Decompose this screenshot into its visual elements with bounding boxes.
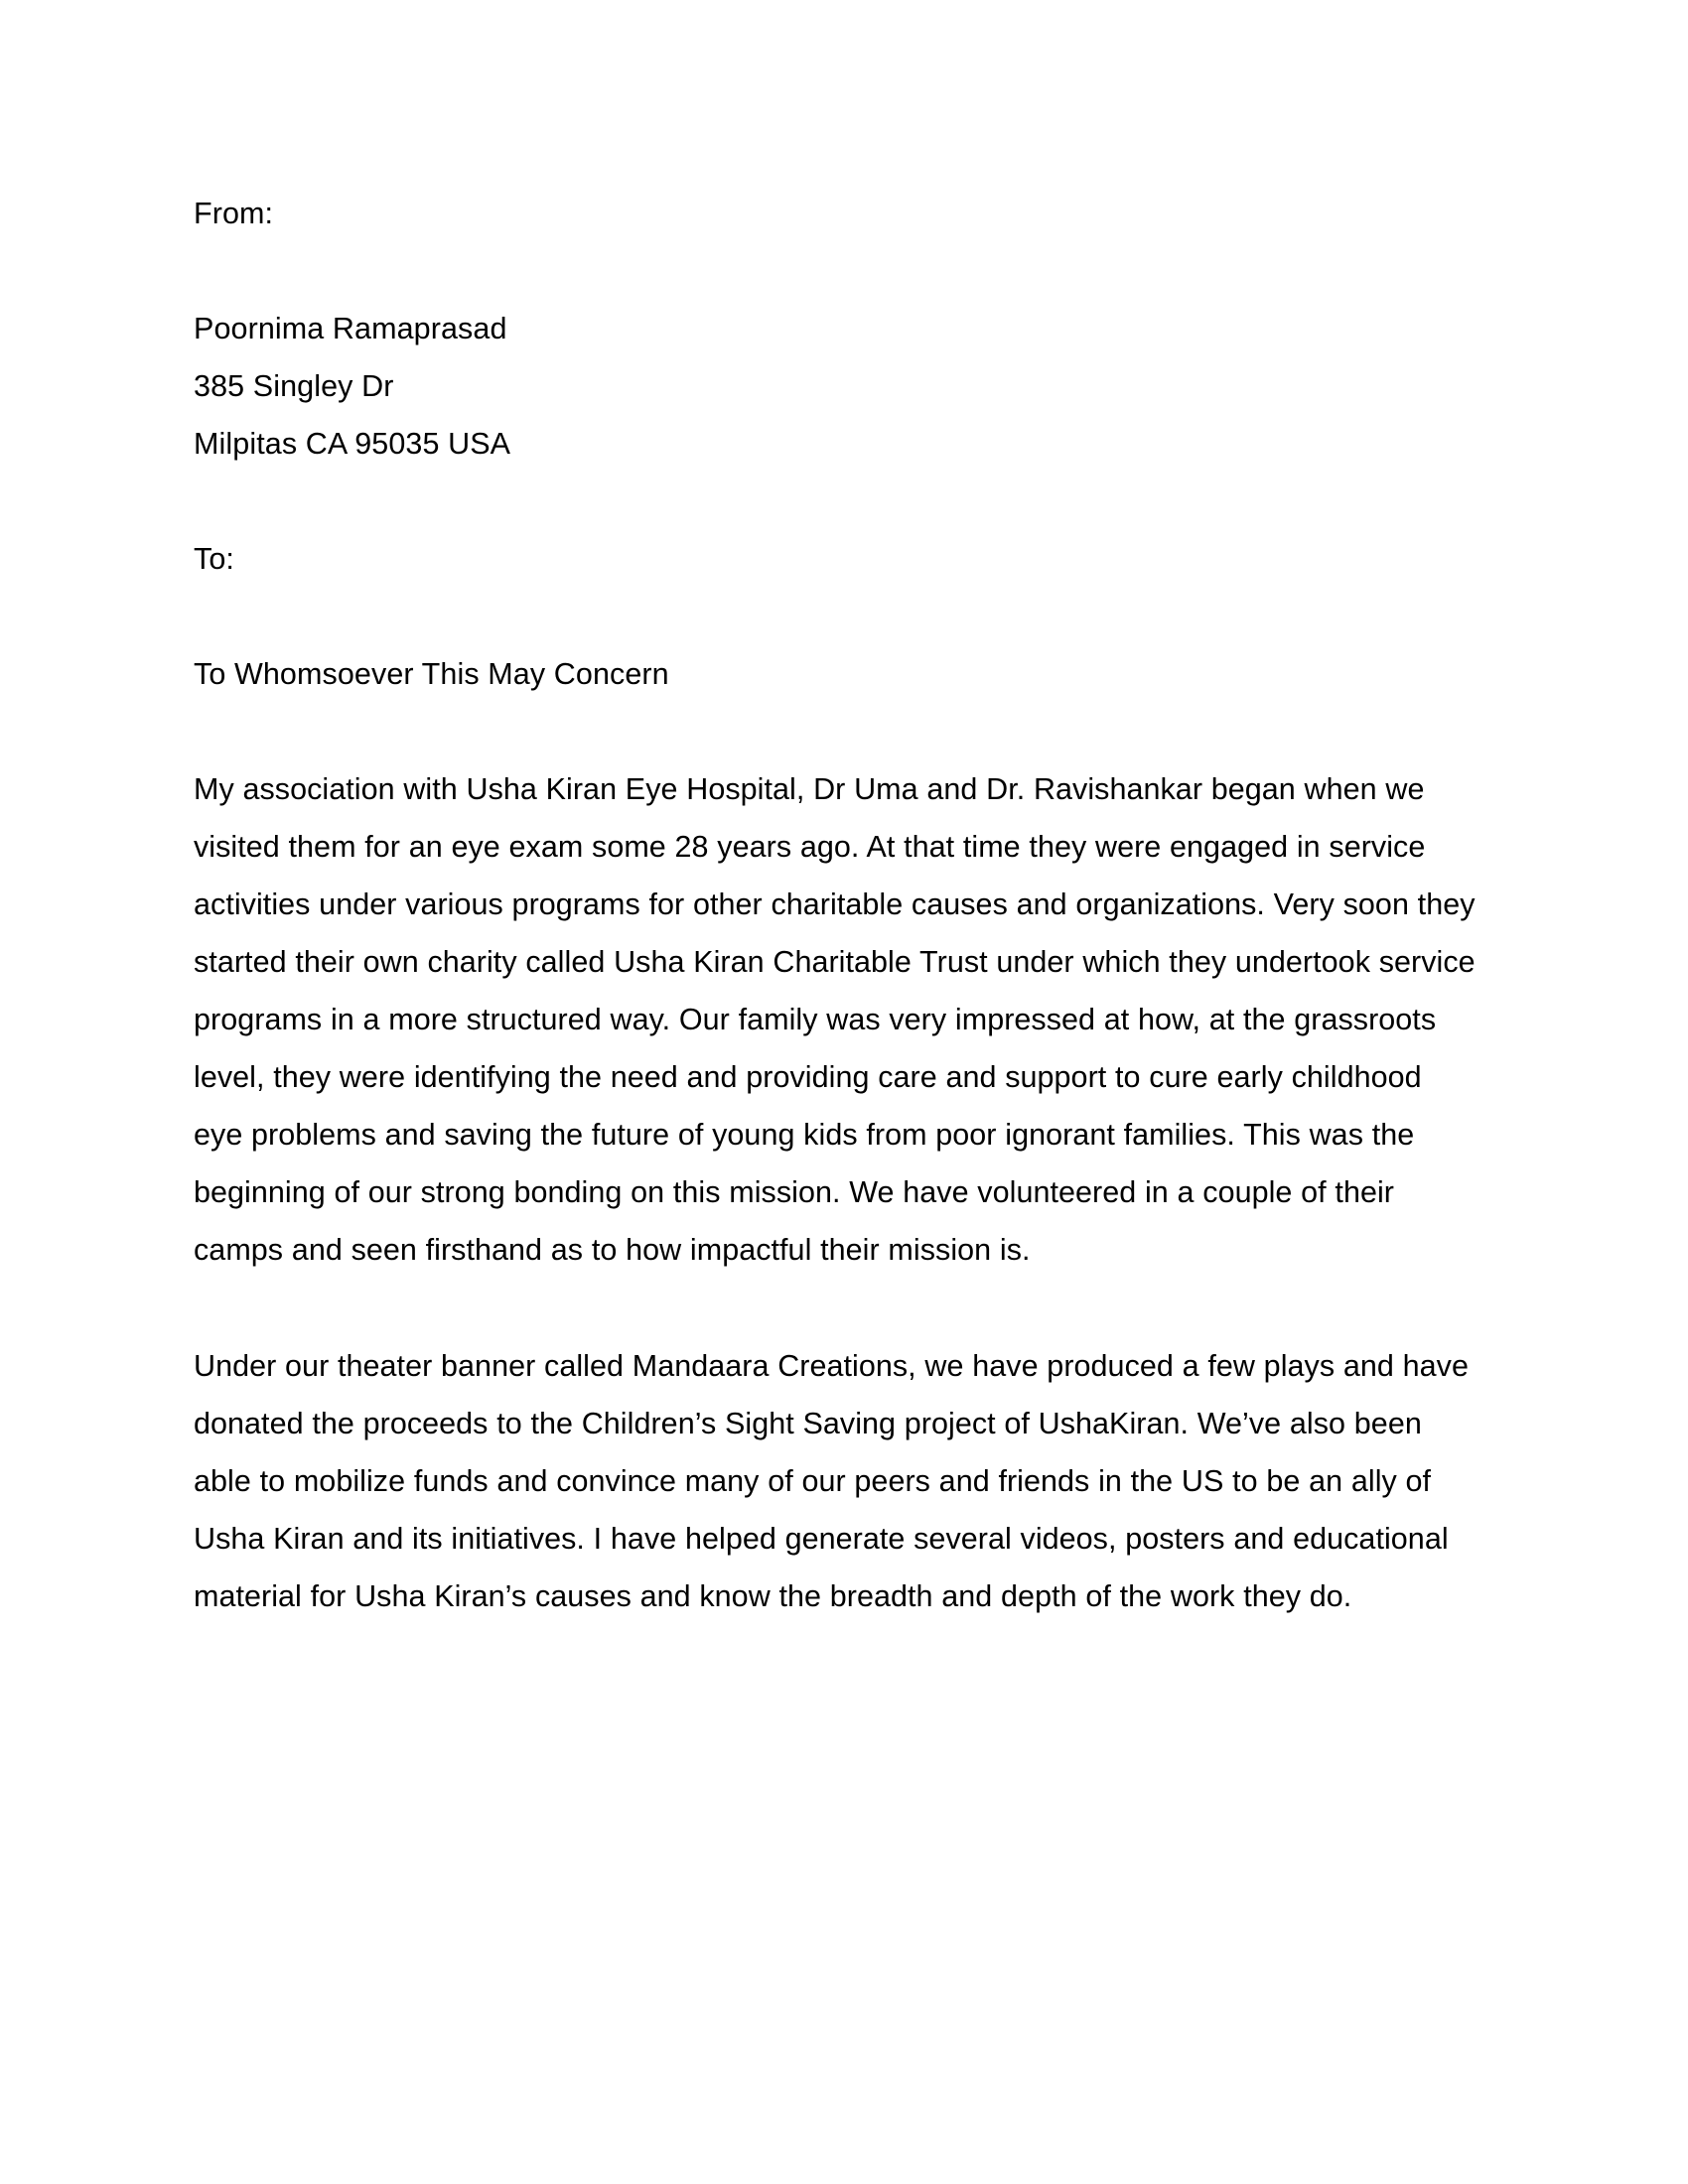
spacer-after-from-label bbox=[194, 242, 1477, 300]
spacer-after-to-label bbox=[194, 588, 1477, 645]
from-label: From: bbox=[194, 197, 274, 230]
spacer-after-salutation bbox=[194, 703, 1477, 760]
body-paragraph-2: Under our theater banner called Mandaara Creations, we have produced a few plays and have donated the proceeds to the Children’s Sight Saving project of UshaKiran. We’ve also been able to mobilize funds and convince many of our peers and friends in the US to be an ally of Usha Kiran and its initiatives. I have helped generate several videos, posters and educational material for Usha Kiran’s causes and know the breadth and depth of the work they do. bbox=[194, 1349, 1469, 1613]
sender-name: Poornima Ramaprasad bbox=[194, 312, 507, 345]
body-paragraph-1: My association with Usha Kiran Eye Hospital, Dr Uma and Dr. Ravishankar began when we visited them for an eye exam some 28 years ago. At that time they were engaged in service activities under various programs for other charitable causes and organizations. Very soon they started their own charity called Usha Kiran Charitable Trust under which they undertook service programs in a more structured way. Our family was very impressed at how, at the grassroots level, they were identifying the need and providing care and support to cure early childhood eye problems and saving the future of young kids from poor ignorant families. This was the beginning of our strong bonding on this mission. We have volunteered in a couple of their camps and seen firsthand as to how impactful their mission is. bbox=[194, 772, 1476, 1267]
salutation: To Whomsoever This May Concern bbox=[194, 657, 669, 691]
sender-street: 385 Singley Dr bbox=[194, 369, 394, 403]
sender-city-state-zip: Milpitas CA 95035 USA bbox=[194, 427, 511, 461]
spacer-after-sender-address bbox=[194, 473, 1477, 530]
letter-body bbox=[194, 185, 1477, 1625]
spacer-between-paragraphs bbox=[194, 1279, 1477, 1337]
to-label: To: bbox=[194, 542, 234, 576]
